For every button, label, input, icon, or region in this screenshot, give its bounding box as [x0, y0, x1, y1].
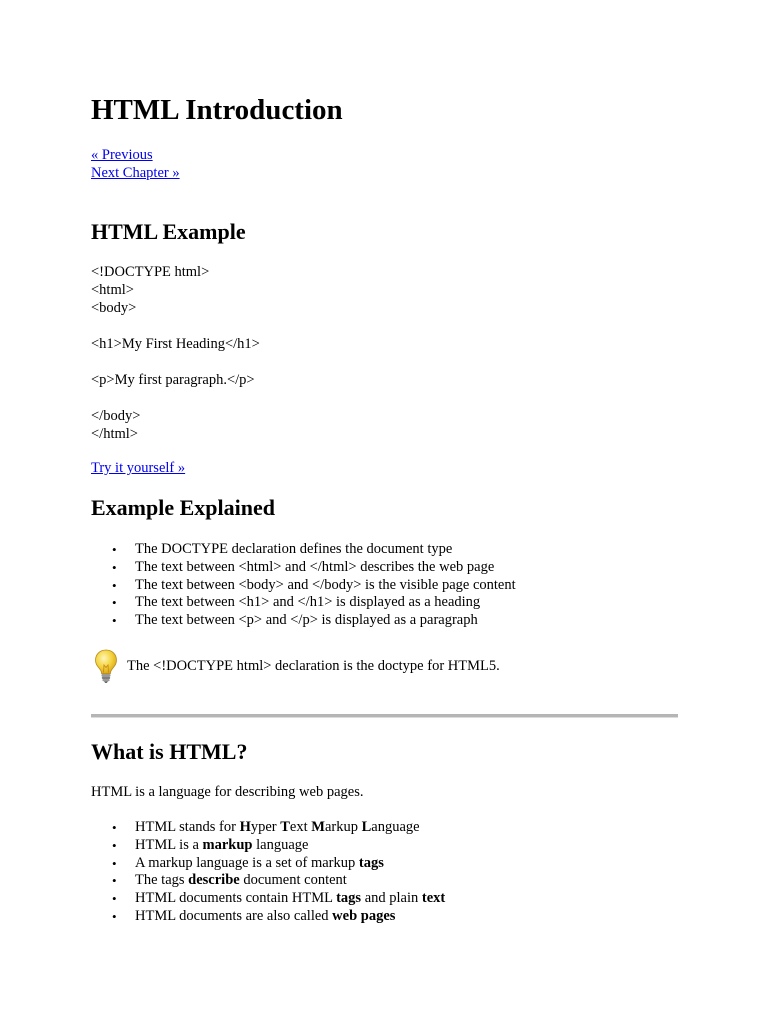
list-item: • The text between <html> and </html> describes the web page: [91, 559, 516, 577]
list-item: [91, 837, 445, 855]
text-segment: The tags: [135, 872, 189, 889]
bold-text: describe: [188, 872, 240, 889]
text-segment: HTML documents contain HTML: [135, 890, 337, 907]
code-blank-line: [91, 317, 260, 335]
lightbulb-icon: [93, 648, 119, 684]
bold-text: tags: [336, 890, 362, 907]
bold-text: text: [421, 890, 446, 907]
bold-text: L: [361, 819, 372, 835]
text-segment: HTML is a: [135, 836, 203, 853]
code-line: </body>: [91, 408, 141, 424]
example-explained-heading: Example Explained: [91, 495, 275, 520]
code-line: </html>: [91, 426, 138, 442]
bold-text: H: [239, 819, 251, 835]
text-segment: anguage: [371, 819, 420, 835]
bold-text: M: [311, 819, 325, 835]
code-blank-line: [91, 353, 260, 371]
next-chapter-link[interactable]: Next Chapter »: [91, 165, 180, 181]
bold-text: tags: [358, 854, 384, 871]
html-example-heading: HTML Example: [91, 219, 246, 244]
what-is-html-intro: HTML is a language for describing web pages.: [91, 784, 364, 800]
what-is-html-heading: What is HTML?: [91, 739, 248, 764]
try-it-yourself-link[interactable]: Try it yourself »: [91, 460, 186, 476]
text-segment: A markup language is a set of markup: [135, 854, 359, 871]
bold-text: web pages: [332, 907, 396, 924]
text-segment: and plain: [361, 890, 422, 907]
code-example: [91, 263, 260, 443]
code-line: <p>My first paragraph.</p>: [91, 372, 255, 388]
text-segment: document content: [239, 872, 347, 889]
text-segment: language: [252, 836, 309, 853]
list-item: [91, 872, 445, 890]
code-blank-line: [91, 389, 260, 407]
text-segment: HTML stands for: [135, 819, 240, 835]
bold-text: markup: [202, 836, 253, 853]
list-item: [91, 855, 445, 873]
previous-link[interactable]: « Previous: [91, 147, 153, 163]
list-item: • The text between <body> and </body> is the visible page content: [91, 577, 516, 595]
explained-list: [91, 541, 516, 630]
code-line: <body>: [91, 300, 137, 316]
code-line: <h1>My First Heading</h1>: [91, 336, 260, 352]
bold-text: T: [280, 819, 290, 835]
text-segment: yper: [250, 819, 281, 835]
list-item: • The DOCTYPE declaration defines the document type: [91, 541, 516, 559]
section-divider: [91, 714, 678, 718]
list-item: [91, 890, 445, 908]
text-segment: arkup: [324, 819, 362, 835]
code-line: <html>: [91, 282, 134, 298]
list-item: [91, 819, 445, 837]
what-is-html-list: [91, 819, 445, 926]
list-item: • The text between <h1> and </h1> is displayed as a heading: [91, 594, 516, 612]
text-segment: ext: [289, 819, 312, 835]
text-segment: HTML documents are also called: [135, 907, 333, 924]
list-item: • The text between <p> and </p> is displayed as a paragraph: [91, 612, 516, 630]
page-title: HTML Introduction: [91, 94, 343, 126]
code-line: <!DOCTYPE html>: [91, 264, 210, 280]
doctype-tip: The <!DOCTYPE html> declaration is the doctype for HTML5.: [127, 658, 500, 674]
list-item: [91, 908, 445, 926]
